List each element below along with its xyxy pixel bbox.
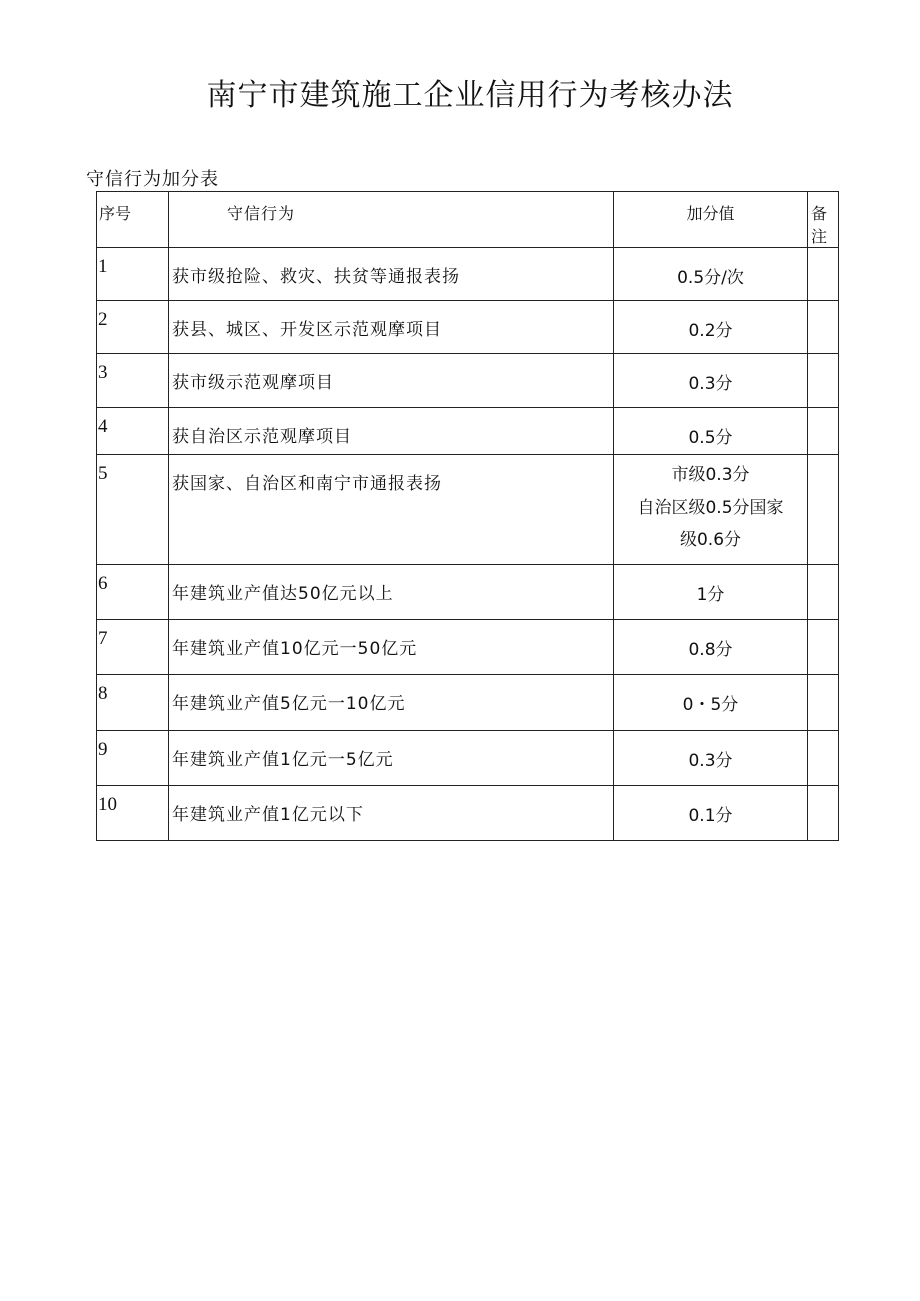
row-note (808, 455, 839, 565)
row-value-line: 0.3分 (688, 751, 733, 772)
row-note (808, 248, 839, 301)
row-value (614, 620, 808, 675)
row-action: 获县、城区、开发区示范观摩项目 (169, 301, 614, 354)
row-note (808, 731, 839, 786)
row-value (614, 354, 808, 408)
row-number: 10 (97, 786, 169, 841)
row-value (614, 301, 808, 354)
row-number: 2 (97, 301, 169, 354)
row-note (808, 408, 839, 455)
row-action: 年建筑业产值1亿元以下 (169, 786, 614, 841)
header-no: 序号 (97, 192, 169, 248)
row-value-line: 自治区级0.5分国家 (637, 497, 784, 518)
row-action: 获国家、自治区和南宁市通报表扬 (169, 455, 614, 565)
table-row (97, 620, 839, 675)
row-note (808, 301, 839, 354)
row-action: 年建筑业产值达50亿元以上 (169, 565, 614, 620)
row-value-line: 1分 (696, 585, 725, 606)
row-note (808, 675, 839, 731)
table-row (97, 354, 839, 408)
table-row (97, 731, 839, 786)
row-number: 3 (97, 354, 169, 408)
row-number: 7 (97, 620, 169, 675)
table-header-row (97, 192, 839, 248)
row-value (614, 786, 808, 841)
table-row (97, 301, 839, 354)
row-value-line: 0.1分 (688, 806, 733, 827)
table-row (97, 248, 839, 301)
table-row (97, 786, 839, 841)
row-value (614, 565, 808, 620)
row-value-line: 0.3分 (688, 374, 733, 394)
row-note (808, 620, 839, 675)
row-value-line: 0.5分 (688, 428, 733, 448)
row-number: 4 (97, 408, 169, 455)
header-note: 备注 (808, 192, 839, 248)
row-action: 年建筑业产值10亿元一50亿元 (169, 620, 614, 675)
row-action: 年建筑业产值5亿元一10亿元 (169, 675, 614, 731)
row-number: 8 (97, 675, 169, 731)
table-row (97, 408, 839, 455)
row-number: 6 (97, 565, 169, 620)
row-action: 年建筑业产值1亿元一5亿元 (169, 731, 614, 786)
row-value-line: 0.2分 (688, 321, 733, 341)
document-title: 南宁市建筑施工企业信用行为考核办法 (206, 78, 734, 113)
row-value (614, 675, 808, 731)
row-value-line: 级0.6分 (679, 529, 742, 550)
row-value (614, 248, 808, 301)
row-action: 获自治区示范观摩项目 (169, 408, 614, 455)
row-action: 获市级示范观摩项目 (169, 354, 614, 408)
row-value-line: 0.8分 (688, 640, 733, 661)
row-value (614, 408, 808, 455)
row-action: 获市级抢险、救灾、扶贫等通报表扬 (169, 248, 614, 301)
bonus-points-table (96, 191, 839, 841)
row-value-line: 市级0.3分 (671, 465, 750, 486)
table-row (97, 455, 839, 565)
header-action: 守信行为 (169, 192, 614, 248)
row-value (614, 731, 808, 786)
table-row (97, 565, 839, 620)
row-note (808, 565, 839, 620)
row-value-line: 0・5分 (682, 695, 739, 716)
table-row (97, 675, 839, 731)
row-number: 9 (97, 731, 169, 786)
table-caption: 守信行为加分表 (86, 169, 219, 190)
row-note (808, 354, 839, 408)
row-number: 5 (97, 455, 169, 565)
row-note (808, 786, 839, 841)
row-value (614, 455, 808, 565)
row-number: 1 (97, 248, 169, 301)
header-value: 加分值 (614, 192, 808, 248)
row-value-line: 0.5分/次 (677, 268, 744, 288)
